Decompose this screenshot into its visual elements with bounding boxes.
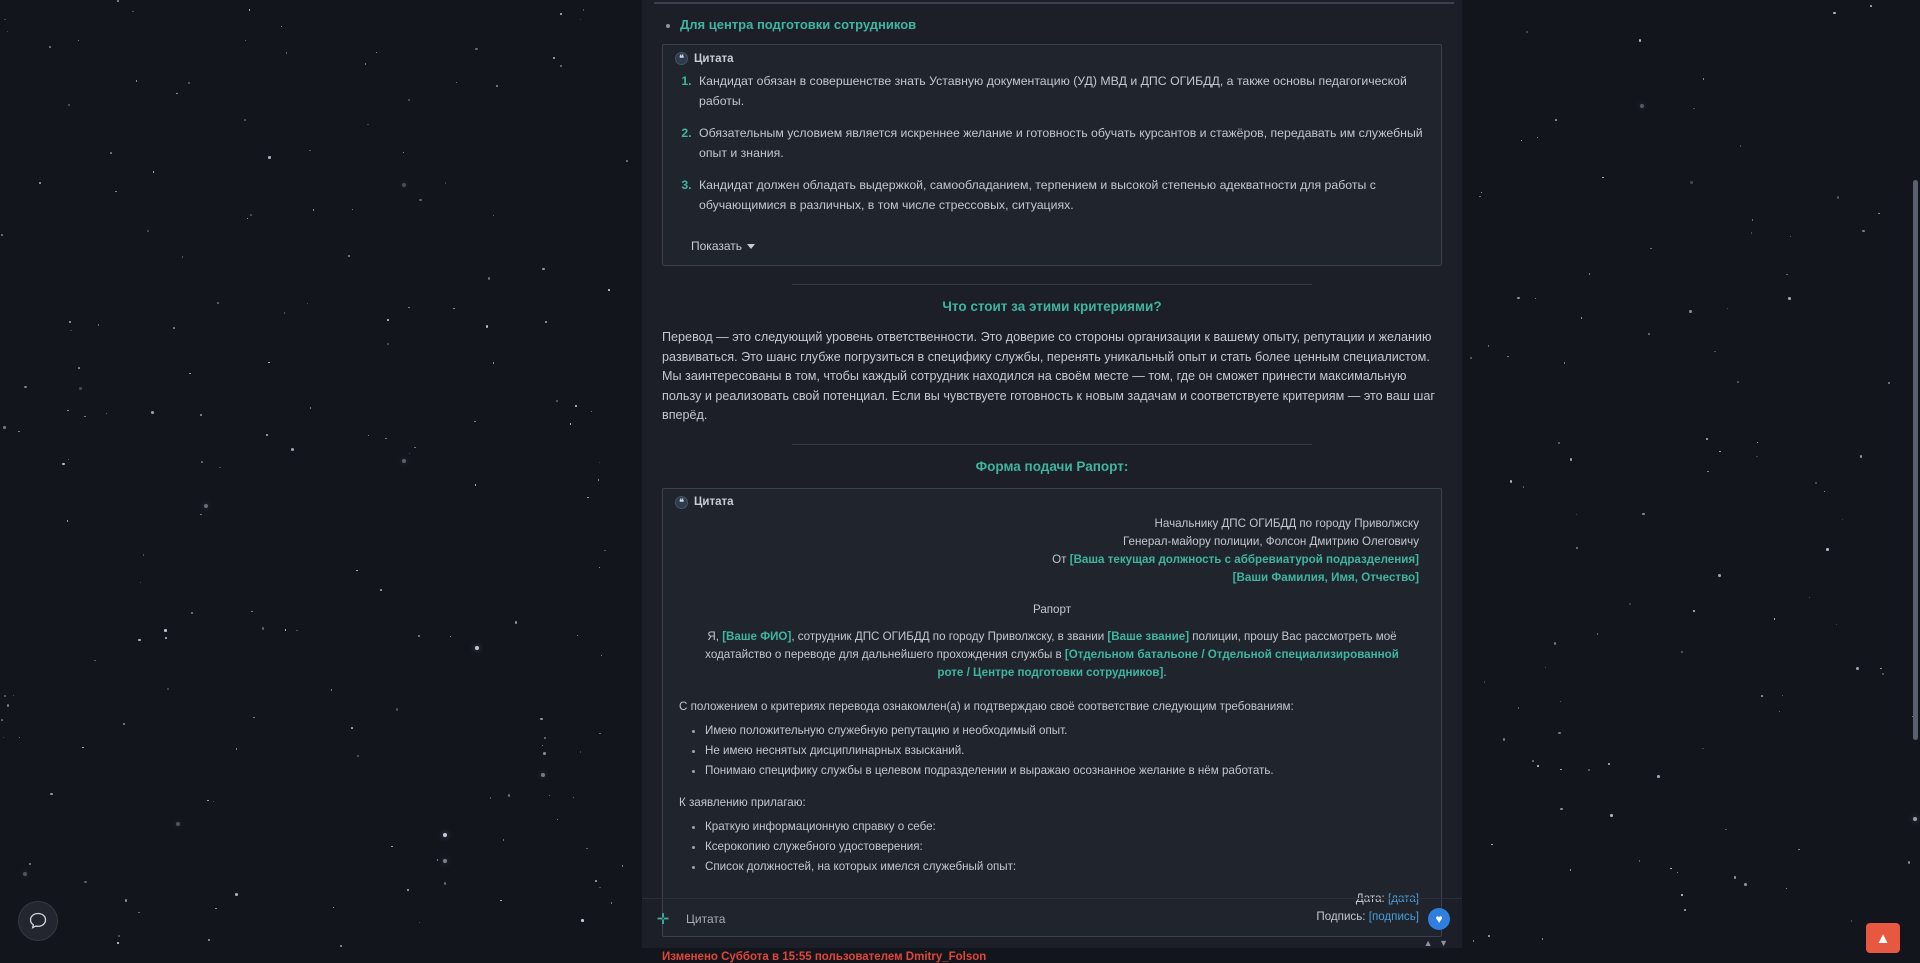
page-scrollbar[interactable] xyxy=(1913,180,1918,740)
addressee-block xyxy=(677,515,1427,587)
attachment-item: • Ксерокопию служебного удостоверения: xyxy=(705,838,1427,856)
from-name-placeholder: [Ваши Фамилия, Имя, Отчество] xyxy=(1232,570,1419,584)
bullet-list-heading xyxy=(650,16,1454,34)
rapport-body xyxy=(663,513,1441,926)
pagination-arrows[interactable]: ▲ ▼ xyxy=(1423,938,1450,948)
signature-placeholder: [подпись] xyxy=(1368,909,1419,923)
show-more-toggle[interactable] xyxy=(691,239,755,253)
confirm-list xyxy=(677,722,1427,780)
rapport-text-2: , сотрудник ДПС ОГИБДД по городу Приволжску, в звании xyxy=(791,629,1108,643)
training-center-heading[interactable]: Для центра подготовки сотрудников xyxy=(680,17,917,32)
criteria-list xyxy=(677,71,1427,215)
addressee-line-1: Начальнику ДПС ОГИБДД по городу Приволжску xyxy=(1154,516,1419,530)
quote-header xyxy=(663,489,1441,513)
show-more-label: Показать xyxy=(691,239,743,253)
rapport-text-3: полиции, прошу Вас рассмотреть моё ходатайство о переводе для дальнейшего прохождения службы в xyxy=(705,629,1397,661)
rapport-main-text xyxy=(677,628,1427,682)
from-name-line xyxy=(677,569,1419,587)
forum-post-panel xyxy=(642,0,1462,963)
post-content xyxy=(650,0,1454,963)
divider xyxy=(792,444,1312,445)
rapport-text-1: Я, xyxy=(707,629,723,643)
form-title: Форма подачи Рапорт: xyxy=(975,458,1129,474)
section-title: Что стоит за этими критериями? xyxy=(942,299,1162,314)
criteria-item: 3. Кандидат должен обладать выдержкой, самообладанием, терпением и высокой степенью адекватности для работы с обучающимися в различных, в том числе стрессовых, ситуациях. xyxy=(695,175,1427,215)
edited-note: Изменено Суббота в 15:55 пользователем Dmitry_Folson xyxy=(662,950,987,963)
attachments-intro: К заявлению прилагаю: xyxy=(679,795,806,809)
date-placeholder: [дата] xyxy=(1387,891,1419,905)
rank-placeholder: [Ваше звание] xyxy=(1107,629,1190,643)
quote-label: Цитата xyxy=(694,496,734,508)
attachments-list xyxy=(677,818,1427,876)
rapport-quote-box xyxy=(662,488,1442,937)
arrow-up-icon: ▲ xyxy=(1875,929,1891,947)
from-line xyxy=(677,551,1419,569)
addressee-line-2: Генерал-майору полиции, Фолсон Дмитрию Олеговичу xyxy=(1123,534,1419,548)
scroll-to-top-button[interactable] xyxy=(1866,923,1900,953)
criteria-item: 1. Кандидат обязан в совершенстве знать Уставную документацию (УД) МВД и ДПС ОГИБДД, а также основы педагогической работы. xyxy=(695,71,1427,111)
quote-icon: ❝ xyxy=(675,52,688,65)
confirm-item: • Понимаю специфику службы в целевом подразделении и выражаю осознанное желание в нём работать. xyxy=(705,762,1427,780)
divider xyxy=(792,284,1312,285)
quote-icon: ❝ xyxy=(675,496,688,509)
quote-button[interactable]: Цитата xyxy=(686,911,726,926)
unit-placeholder: [Отдельном батальоне / Отдельной специализированной роте / Центре подготовки сотрудников] xyxy=(937,647,1399,679)
criteria-quote-box xyxy=(662,44,1442,266)
list-item xyxy=(680,16,1454,34)
quote-header xyxy=(663,45,1441,69)
signature-label: Подпись: xyxy=(1316,909,1369,923)
rapport-word: Рапорт xyxy=(1032,602,1072,616)
section-paragraph: Перевод — это следующий уровень ответственности. Это доверие со стороны организации к вашему опыту, репутации и желанию развиваться. Это шанс глубже погрузиться в специфику службы, перенять уникальный опыт и стать более ценным специалистом. Мы заинтересованы в том, чтобы каждый сотрудник находился на своём месте — том, где он сможет принести максимальную пользу и реализовать свой потенциал. Если вы чувствуете готовность к новым задачам и соответствуете критериям — это ваш шаг вперёд. xyxy=(662,330,1435,422)
attachment-item: • Краткую информационную справку о себе: xyxy=(705,818,1427,836)
fio-placeholder: [Ваше ФИО] xyxy=(722,629,792,643)
confirm-intro: С положением о критериях перевода ознакомлен(а) и подтверждаю своё соответствие следующим требованиям: xyxy=(679,699,1294,713)
chat-widget-button[interactable] xyxy=(18,901,58,941)
date-label: Дата: xyxy=(1355,891,1388,905)
confirm-item: • Не имею неснятых дисциплинарных взысканий. xyxy=(705,742,1427,760)
quote-body xyxy=(663,69,1441,255)
attachment-item: • Список должностей, на которых имелся служебный опыт: xyxy=(705,858,1427,876)
from-prefix: От xyxy=(1052,552,1070,566)
rapport-text-4: . xyxy=(1163,665,1167,679)
chevron-down-icon xyxy=(747,244,755,249)
post-footer-bar xyxy=(642,898,1462,938)
like-badge-icon[interactable]: ♥ xyxy=(1428,908,1450,930)
quote-label: Цитата xyxy=(694,52,734,65)
confirm-item: • Имею положительную служебную репутацию и необходимый опыт. xyxy=(705,722,1427,740)
criteria-item: 2. Обязательным условием является искреннее желание и готовность обучать курсантов и стажёров, передавать им служебный опыт и знания. xyxy=(695,123,1427,163)
add-reaction-button[interactable]: ✛ xyxy=(656,910,670,928)
from-position-placeholder: [Ваша текущая должность с аббревиатурой подразделения] xyxy=(1069,552,1419,566)
chat-icon xyxy=(28,911,48,931)
